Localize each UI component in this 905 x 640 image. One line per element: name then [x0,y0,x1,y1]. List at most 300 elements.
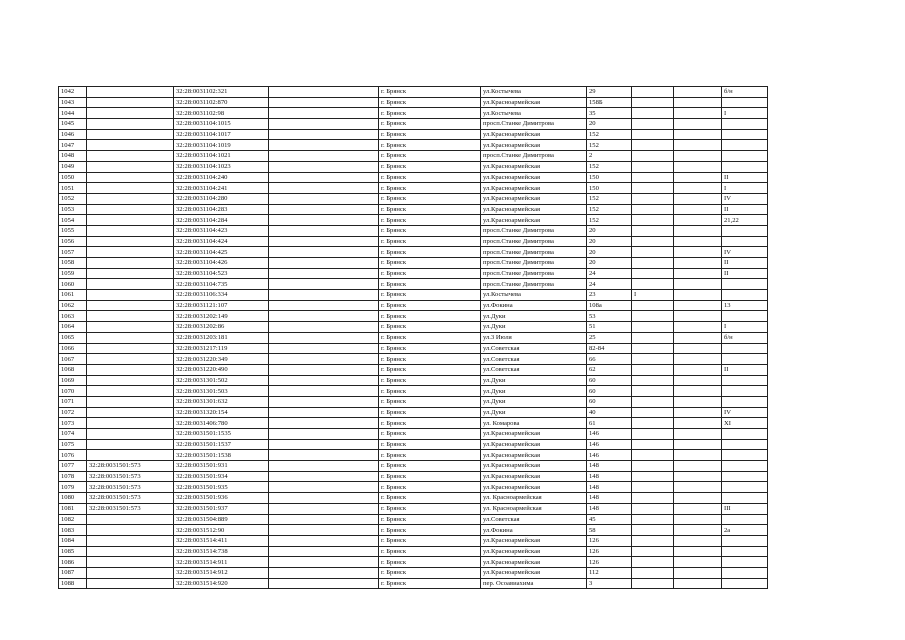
empty-cell [269,279,379,290]
table-row [59,193,768,204]
table-row [59,129,768,140]
parent-cadastral-cell: 32:28:0031501:573 [87,482,174,493]
building-cell [632,503,674,514]
house-cell: 24 [587,279,632,290]
parent-cadastral-cell [87,97,174,108]
premises-cell [722,386,768,397]
empty-cell [269,300,379,311]
cadastral-number-cell: 32:28:0031514:920 [174,578,269,589]
cadastral-number-cell: 32:28:0031512:90 [174,525,269,536]
house-cell: 152 [587,161,632,172]
empty-cell [269,567,379,578]
parent-cadastral-cell [87,375,174,386]
building-cell [632,119,674,130]
row-number-cell: 1051 [59,183,87,194]
building-cell [632,525,674,536]
extra-cell [674,322,722,333]
table-row [59,258,768,269]
cadastral-number-cell: 32:28:0031320:154 [174,407,269,418]
empty-cell [269,461,379,472]
empty-cell [269,204,379,215]
table-row [59,354,768,365]
building-cell [632,514,674,525]
city-cell: г. Брянск [379,87,481,98]
extra-cell [674,525,722,536]
city-cell: г. Брянск [379,461,481,472]
street-cell: ул. Красноармейская [481,503,587,514]
empty-cell [269,140,379,151]
table-row [59,290,768,301]
city-cell: г. Брянск [379,482,481,493]
cadastral-number-cell: 32:28:0031220:349 [174,354,269,365]
table-row [59,525,768,536]
house-cell: 126 [587,557,632,568]
empty-cell [269,418,379,429]
empty-cell [269,172,379,183]
extra-cell [674,429,722,440]
empty-cell [269,258,379,269]
city-cell: г. Брянск [379,418,481,429]
cadastral-number-cell: 32:28:0031104:240 [174,172,269,183]
cadastral-number-cell: 32:28:0031217:119 [174,343,269,354]
building-cell [632,322,674,333]
street-cell: ул.Советская [481,354,587,365]
building-cell: I [632,290,674,301]
city-cell: г. Брянск [379,407,481,418]
building-cell [632,300,674,311]
parent-cadastral-cell [87,129,174,140]
building-cell [632,471,674,482]
premises-cell: XI [722,418,768,429]
row-number-cell: 1067 [59,354,87,365]
table-row [59,493,768,504]
parent-cadastral-cell [87,151,174,162]
premises-cell: б/н [722,87,768,98]
row-number-cell: 1078 [59,471,87,482]
premises-cell [722,557,768,568]
building-cell [632,311,674,322]
premises-cell [722,119,768,130]
row-number-cell: 1083 [59,525,87,536]
row-number-cell: 1064 [59,322,87,333]
empty-cell [269,322,379,333]
house-cell: 150 [587,183,632,194]
street-cell: ул. Комарова [481,418,587,429]
empty-cell [269,407,379,418]
cadastral-number-cell: 32:28:0031220:490 [174,364,269,375]
parent-cadastral-cell [87,236,174,247]
parent-cadastral-cell [87,546,174,557]
house-cell: 25 [587,332,632,343]
house-cell: 152 [587,140,632,151]
extra-cell [674,236,722,247]
house-cell: 2 [587,151,632,162]
empty-cell [269,375,379,386]
street-cell: просп.Станке Димитрова [481,268,587,279]
row-number-cell: 1054 [59,215,87,226]
city-cell: г. Брянск [379,471,481,482]
premises-cell [722,140,768,151]
table-row [59,343,768,354]
street-cell: ул.Дуки [481,311,587,322]
house-cell: 20 [587,225,632,236]
premises-cell: II [722,364,768,375]
street-cell: просп.Станке Димитрова [481,279,587,290]
street-cell: ул.Костычева [481,108,587,119]
table-row [59,514,768,525]
parent-cadastral-cell [87,418,174,429]
parent-cadastral-cell [87,439,174,450]
row-number-cell: 1056 [59,236,87,247]
building-cell [632,258,674,269]
premises-cell [722,290,768,301]
house-cell: 82-84 [587,343,632,354]
house-cell: 45 [587,514,632,525]
empty-cell [269,151,379,162]
house-cell: 126 [587,535,632,546]
extra-cell [674,129,722,140]
table-row [59,151,768,162]
extra-cell [674,450,722,461]
premises-cell [722,461,768,472]
premises-cell [722,236,768,247]
extra-cell [674,493,722,504]
empty-cell [269,514,379,525]
street-cell: ул.Красноармейская [481,450,587,461]
empty-cell [269,129,379,140]
extra-cell [674,161,722,172]
building-cell [632,578,674,589]
table-row [59,439,768,450]
premises-cell [722,311,768,322]
building-cell [632,535,674,546]
empty-cell [269,450,379,461]
building-cell [632,567,674,578]
premises-cell: IV [722,247,768,258]
cadastral-number-cell: 32:28:0031501:1538 [174,450,269,461]
street-cell: ул.Красноармейская [481,461,587,472]
cadastral-number-cell: 32:28:0031104:425 [174,247,269,258]
building-cell [632,225,674,236]
city-cell: г. Брянск [379,290,481,301]
cadastral-number-cell: 32:28:0031501:931 [174,461,269,472]
parent-cadastral-cell: 32:28:0031501:573 [87,503,174,514]
parent-cadastral-cell [87,311,174,322]
extra-cell [674,396,722,407]
empty-cell [269,503,379,514]
street-cell: ул.Красноармейская [481,546,587,557]
house-cell: 148 [587,503,632,514]
house-cell: 148 [587,482,632,493]
parent-cadastral-cell [87,300,174,311]
cadastral-number-cell: 32:28:0031501:935 [174,482,269,493]
empty-cell [269,364,379,375]
empty-cell [269,87,379,98]
extra-cell [674,119,722,130]
empty-cell [269,578,379,589]
table-row [59,364,768,375]
empty-cell [269,183,379,194]
house-cell: 62 [587,364,632,375]
table-row [59,204,768,215]
city-cell: г. Брянск [379,225,481,236]
building-cell [632,332,674,343]
parent-cadastral-cell [87,279,174,290]
building-cell [632,418,674,429]
empty-cell [269,290,379,301]
premises-cell [722,439,768,450]
city-cell: г. Брянск [379,204,481,215]
empty-cell [269,482,379,493]
city-cell: г. Брянск [379,386,481,397]
house-cell: 152 [587,215,632,226]
row-number-cell: 1065 [59,332,87,343]
building-cell [632,407,674,418]
street-cell: пер. Осоавиахима [481,578,587,589]
street-cell: ул.Костычева [481,87,587,98]
house-cell: 60 [587,375,632,386]
street-cell: просп.Станке Димитрова [481,225,587,236]
empty-cell [269,119,379,130]
extra-cell [674,311,722,322]
house-cell: 148 [587,493,632,504]
premises-cell [722,97,768,108]
cadastral-number-cell: 32:28:0031121:107 [174,300,269,311]
extra-cell [674,140,722,151]
cadastral-number-cell: 32:28:0031501:1535 [174,429,269,440]
street-cell: ул.Красноармейская [481,215,587,226]
extra-cell [674,225,722,236]
row-number-cell: 1053 [59,204,87,215]
premises-cell [722,279,768,290]
table-row [59,311,768,322]
extra-cell [674,151,722,162]
extra-cell [674,332,722,343]
premises-cell: I [722,108,768,119]
cadastral-number-cell: 32:28:0031301:503 [174,386,269,397]
premises-cell [722,129,768,140]
cadastral-number-cell: 32:28:0031104:1023 [174,161,269,172]
house-cell: 23 [587,290,632,301]
premises-cell: II [722,268,768,279]
premises-cell [722,161,768,172]
empty-cell [269,332,379,343]
row-number-cell: 1070 [59,386,87,397]
row-number-cell: 1076 [59,450,87,461]
extra-cell [674,386,722,397]
table-row [59,535,768,546]
parent-cadastral-cell [87,354,174,365]
street-cell: просп.Станке Димитрова [481,236,587,247]
house-cell: 146 [587,429,632,440]
city-cell: г. Брянск [379,279,481,290]
cadastral-number-cell: 32:28:0031501:1537 [174,439,269,450]
house-cell: 148 [587,471,632,482]
row-number-cell: 1061 [59,290,87,301]
extra-cell [674,567,722,578]
empty-cell [269,311,379,322]
premises-cell [722,450,768,461]
street-cell: ул.Дуки [481,386,587,397]
house-cell: 146 [587,450,632,461]
city-cell: г. Брянск [379,332,481,343]
city-cell: г. Брянск [379,108,481,119]
street-cell: ул.Красноармейская [481,204,587,215]
parent-cadastral-cell [87,407,174,418]
row-number-cell: 1047 [59,140,87,151]
empty-cell [269,525,379,536]
city-cell: г. Брянск [379,396,481,407]
table-row [59,300,768,311]
parent-cadastral-cell [87,322,174,333]
empty-cell [269,97,379,108]
extra-cell [674,215,722,226]
row-number-cell: 1068 [59,364,87,375]
building-cell [632,172,674,183]
row-number-cell: 1058 [59,258,87,269]
building-cell [632,108,674,119]
cadastral-number-cell: 32:28:0031514:912 [174,567,269,578]
parent-cadastral-cell [87,578,174,589]
parent-cadastral-cell [87,332,174,343]
table-row [59,268,768,279]
table-row [59,450,768,461]
parent-cadastral-cell: 32:28:0031501:573 [87,493,174,504]
street-cell: ул.Красноармейская [481,471,587,482]
house-cell: 112 [587,567,632,578]
building-cell [632,279,674,290]
house-cell: 108а [587,300,632,311]
parent-cadastral-cell [87,258,174,269]
extra-cell [674,258,722,269]
city-cell: г. Брянск [379,161,481,172]
premises-cell [722,396,768,407]
parent-cadastral-cell: 32:28:0031501:573 [87,461,174,472]
row-number-cell: 1052 [59,193,87,204]
city-cell: г. Брянск [379,343,481,354]
parent-cadastral-cell [87,364,174,375]
building-cell [632,97,674,108]
building-cell [632,140,674,151]
street-cell: ул.Красноармейская [481,482,587,493]
city-cell: г. Брянск [379,375,481,386]
city-cell: г. Брянск [379,364,481,375]
table-row [59,386,768,397]
table-row [59,557,768,568]
street-cell: ул.Фокина [481,525,587,536]
extra-cell [674,97,722,108]
city-cell: г. Брянск [379,546,481,557]
premises-cell: II [722,258,768,269]
building-cell [632,354,674,365]
cadastral-number-cell: 32:28:0031301:502 [174,375,269,386]
row-number-cell: 1069 [59,375,87,386]
extra-cell [674,375,722,386]
building-cell [632,386,674,397]
house-cell: 148 [587,461,632,472]
city-cell: г. Брянск [379,119,481,130]
empty-cell [269,471,379,482]
empty-cell [269,215,379,226]
building-cell [632,482,674,493]
empty-cell [269,429,379,440]
table-row [59,407,768,418]
parent-cadastral-cell [87,225,174,236]
city-cell: г. Брянск [379,567,481,578]
empty-cell [269,535,379,546]
parent-cadastral-cell [87,450,174,461]
building-cell [632,375,674,386]
empty-cell [269,354,379,365]
street-cell: ул.Советская [481,364,587,375]
city-cell: г. Брянск [379,525,481,536]
empty-cell [269,343,379,354]
row-number-cell: 1045 [59,119,87,130]
table-body [59,87,768,589]
street-cell: просп.Станке Димитрова [481,151,587,162]
table-row [59,322,768,333]
city-cell: г. Брянск [379,311,481,322]
building-cell [632,546,674,557]
premises-cell: IV [722,407,768,418]
street-cell: ул.Красноармейская [481,183,587,194]
street-cell: ул.Красноармейская [481,172,587,183]
house-cell: 146 [587,439,632,450]
extra-cell [674,514,722,525]
cadastral-number-cell: 32:28:0031104:280 [174,193,269,204]
city-cell: г. Брянск [379,514,481,525]
table-row [59,161,768,172]
parent-cadastral-cell [87,215,174,226]
cadastral-number-cell: 32:28:0031514:738 [174,546,269,557]
cadastral-number-cell: 32:28:0031104:241 [174,183,269,194]
building-cell [632,183,674,194]
building-cell [632,493,674,504]
premises-cell [722,578,768,589]
extra-cell [674,535,722,546]
table-row [59,140,768,151]
extra-cell [674,471,722,482]
building-cell [632,247,674,258]
table-row [59,418,768,429]
row-number-cell: 1082 [59,514,87,525]
house-cell: 20 [587,258,632,269]
house-cell: 20 [587,236,632,247]
street-cell: просп.Станке Димитрова [481,258,587,269]
row-number-cell: 1044 [59,108,87,119]
building-cell [632,87,674,98]
empty-cell [269,546,379,557]
cadastral-table [58,86,768,589]
street-cell: ул.Дуки [481,322,587,333]
premises-cell [722,343,768,354]
extra-cell [674,557,722,568]
street-cell: просп.Станке Димитрова [481,247,587,258]
table-row [59,215,768,226]
house-cell: 152 [587,193,632,204]
premises-cell: I [722,183,768,194]
cadastral-number-cell: 32:28:0031102:870 [174,97,269,108]
parent-cadastral-cell [87,514,174,525]
house-cell: 24 [587,268,632,279]
cadastral-number-cell: 32:28:0031104:523 [174,268,269,279]
building-cell [632,236,674,247]
row-number-cell: 1080 [59,493,87,504]
parent-cadastral-cell [87,343,174,354]
table-row [59,578,768,589]
premises-cell: 13 [722,300,768,311]
row-number-cell: 1086 [59,557,87,568]
